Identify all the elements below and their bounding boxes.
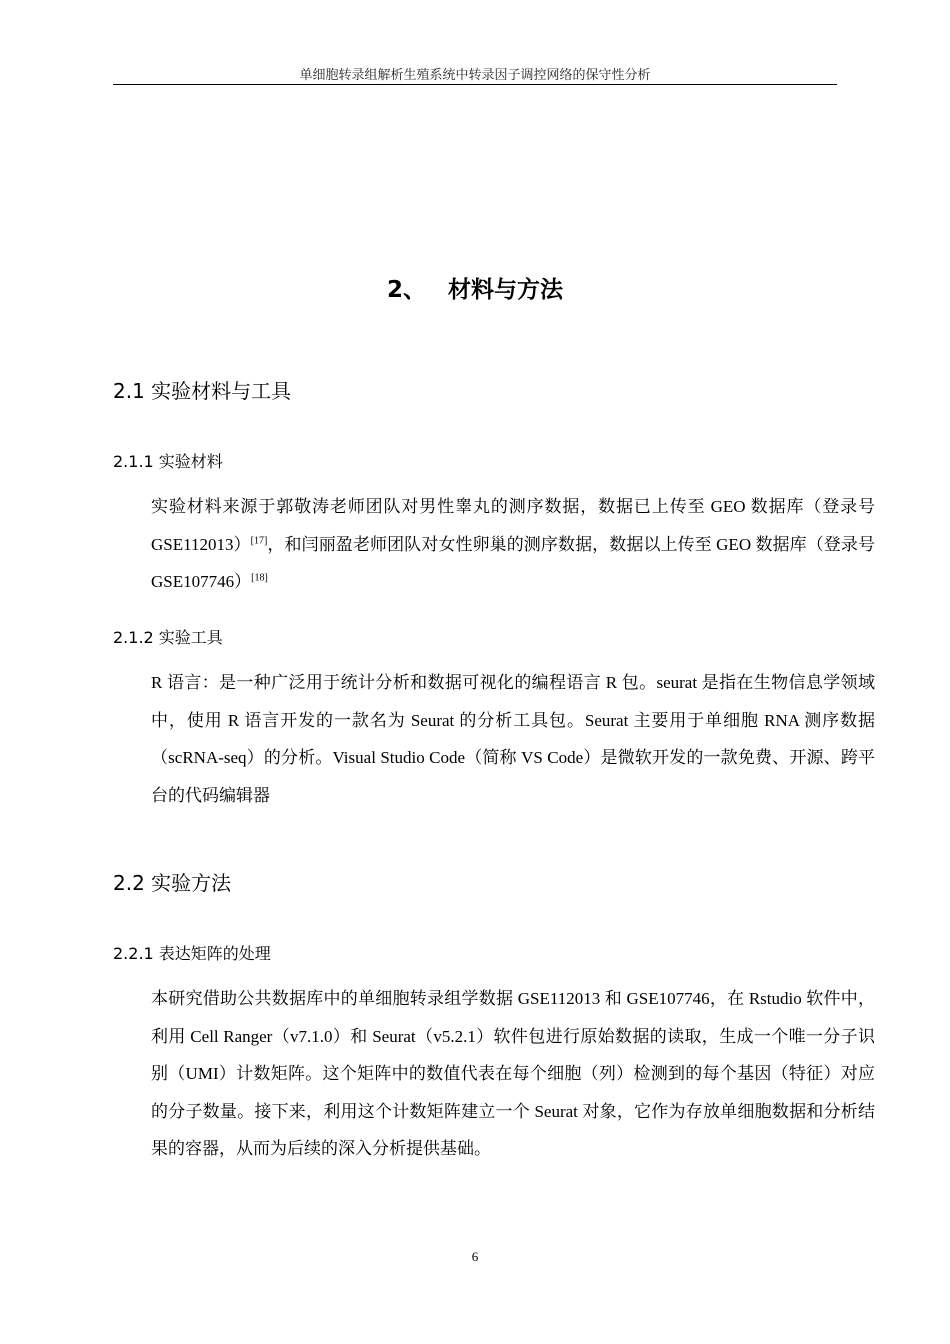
subsection-2-1-1-heading: 2.1.1 实验材料 — [113, 452, 223, 471]
paragraph-2-1-1-text-a: 实验材料来源于郭敬涛老师团队对男性睾丸的测序数据，数据已上传至 GEO 数据库（登录号 GSE112013） — [151, 497, 875, 554]
chapter-number: 2、 — [386, 277, 426, 303]
citation-18: [18] — [251, 572, 268, 584]
page-number: 6 — [471, 1249, 479, 1264]
paragraph-2-1-1 — [113, 488, 875, 601]
citation-17: [17] — [250, 534, 268, 546]
paragraph-2-1-1-text-b: ，和闫丽盈老师团队对女性卵巢的测序数据，数据以上传至 GEO 数据库（登录号 GSE107746） — [151, 534, 875, 592]
paragraph-2-2-1: 本研究借助公共数据库中的单细胞转录组学数据 GSE112013 和 GSE107746，在 Rstudio 软件中，利用 Cell Ranger（v7.1.0）和 Seurat（v5.2.1）软件包进行原始数据的读取，生成一个唯一分子识别（UMI）计数矩阵。这个矩阵中的数值代表在每个细胞（列）检测到的每个基因（特征）对应的分子数量。接下来，利用这个计数矩阵建立一个 Seurat 对象，它作为存放单细胞数据和分析结果的容器，从而为后续的深入分析提供基础。 — [151, 989, 875, 1159]
chapter-title-text: 材料与方法 — [448, 277, 563, 303]
chapter-title — [0, 272, 950, 308]
paragraph-2-1-2: R 语言：是一种广泛用于统计分析和数据可视化的编程语言 R 包。seurat 是指在生物信息学领域中，使用 R 语言开发的一款名为 Seurat 的分析工具包。Seurat 主要用于单细胞 RNA 测序数据（scRNA-seq）的分析。Visual Studio Code（简称 VS Code）是微软开发的一款免费、开源、跨平台的代码编辑器 — [151, 673, 875, 805]
subsection-2-1-2-heading: 2.1.2 实验工具 — [113, 628, 223, 647]
running-header: 单细胞转录组解析生殖系统中转录因子调控网络的保守性分析 — [113, 66, 837, 85]
section-2-1-heading: 2.1 实验材料与工具 — [113, 379, 292, 403]
section-2-2-heading: 2.2 实验方法 — [113, 871, 232, 895]
subsection-2-2-1-heading: 2.2.1 表达矩阵的处理 — [113, 944, 271, 963]
